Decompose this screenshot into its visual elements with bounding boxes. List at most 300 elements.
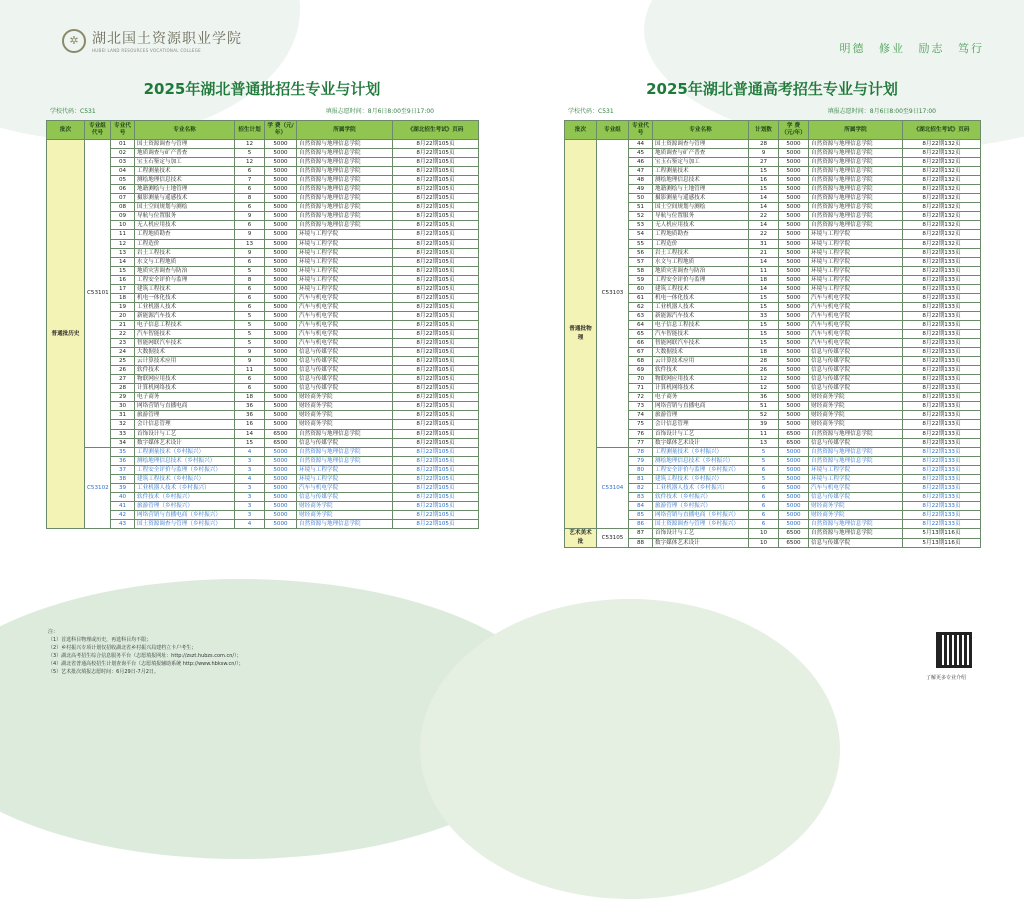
page-ref: 8月22期105页: [393, 519, 479, 528]
major-name: 宝玉石鉴定与加工: [135, 158, 235, 167]
major-code: 56: [629, 248, 653, 257]
major-name: 网络营销与直播电商（乡村振兴）: [653, 510, 749, 519]
major-code: 22: [111, 329, 135, 338]
tuition: 5000: [779, 492, 809, 501]
major-code: 63: [629, 311, 653, 320]
tuition: 5000: [779, 293, 809, 302]
tuition: 6500: [779, 438, 809, 447]
page-ref: 8月22期105页: [393, 284, 479, 293]
college: 环境与工程学院: [809, 266, 903, 275]
major-code: 12: [111, 239, 135, 248]
table-row: [47, 465, 479, 474]
tuition: 5000: [779, 167, 809, 176]
page-ref: 8月22期132页: [903, 212, 981, 221]
page-ref: 8月22期105页: [393, 438, 479, 447]
college: 汽车与机电学院: [297, 483, 393, 492]
tuition: 5000: [265, 456, 297, 465]
group-cell: C53104: [597, 447, 629, 528]
major-name: 计算机网络技术: [135, 384, 235, 393]
college: 信息与传媒学院: [297, 492, 393, 501]
college: 环境与工程学院: [809, 275, 903, 284]
college: 环境与工程学院: [297, 474, 393, 483]
plan-count: 27: [749, 158, 779, 167]
college: 信息与传媒学院: [809, 348, 903, 357]
tuition: 5000: [779, 212, 809, 221]
plan-count: 11: [749, 429, 779, 438]
major-name: 地质调查与矿产普查: [653, 149, 749, 158]
table-row: [47, 293, 479, 302]
tuition: 5000: [779, 384, 809, 393]
school-motto: 明德 修业 励志 笃行: [839, 42, 984, 55]
page-ref: 8月22期133页: [903, 302, 981, 311]
major-name: 大数据技术: [653, 348, 749, 357]
college: 自然资源与地理信息学院: [297, 447, 393, 456]
tuition: 6500: [779, 429, 809, 438]
major-code: 59: [629, 275, 653, 284]
college: 环境与工程学院: [297, 239, 393, 248]
tuition: 5000: [779, 203, 809, 212]
college: 环境与工程学院: [297, 266, 393, 275]
page-ref: 8月22期133页: [903, 375, 981, 384]
plan-count: 15: [749, 185, 779, 194]
table-row: [47, 149, 479, 158]
page-ref: 8月22期133页: [903, 293, 981, 302]
college: 汽车与机电学院: [809, 302, 903, 311]
note-line: 注：: [48, 629, 59, 635]
plan-count: 6: [235, 257, 265, 266]
major-name: 数字媒体艺术设计: [653, 538, 749, 548]
college: 自然资源与地理信息学院: [809, 149, 903, 158]
plan-count: 9: [235, 248, 265, 257]
table-row: [47, 212, 479, 221]
major-name: 计算机网络技术: [653, 384, 749, 393]
college: 信息与传媒学院: [809, 438, 903, 447]
college: 自然资源与地理信息学院: [809, 212, 903, 221]
plan-count: 36: [235, 411, 265, 420]
page-ref: 8月22期105页: [393, 402, 479, 411]
plan-count: 12: [235, 140, 265, 149]
major-code: 65: [629, 329, 653, 338]
major-code: 01: [111, 140, 135, 149]
plan-count: 18: [749, 348, 779, 357]
plan-count: 12: [749, 384, 779, 393]
major-code: 08: [111, 203, 135, 212]
page-ref: 8月22期133页: [903, 456, 981, 465]
table-row: [47, 284, 479, 293]
plan-count: 3: [235, 501, 265, 510]
left-title: 2025年湖北普通批招生专业与计划: [143, 80, 381, 98]
major-name: 地籍测绘与土地管理: [653, 185, 749, 194]
plan-count: 33: [749, 311, 779, 320]
page-ref: 8月22期132页: [903, 203, 981, 212]
plan-count: 15: [749, 167, 779, 176]
major-code: 69: [629, 366, 653, 375]
table-row: [47, 456, 479, 465]
major-code: 50: [629, 194, 653, 203]
plan-count: 8: [235, 194, 265, 203]
page-ref: 8月22期105页: [393, 474, 479, 483]
table-row: [47, 167, 479, 176]
page-ref: 8月22期133页: [903, 393, 981, 402]
col-header: 批次: [47, 121, 85, 140]
major-code: 02: [111, 149, 135, 158]
plan-count: 9: [235, 357, 265, 366]
group-cell: C53101: [85, 140, 111, 448]
tuition: 5000: [265, 203, 297, 212]
major-name: 地质灾害调查与防治: [653, 266, 749, 275]
major-code: 54: [629, 230, 653, 239]
major-name: 大数据技术: [135, 348, 235, 357]
page-ref: 8月22期105页: [393, 375, 479, 384]
table-row: [47, 501, 479, 510]
page-ref: 8月22期132页: [903, 158, 981, 167]
tuition: 5000: [265, 366, 297, 375]
major-name: 工程测量技术（乡村振兴）: [653, 447, 749, 456]
tuition: 5000: [779, 465, 809, 474]
plan-count: 39: [749, 420, 779, 429]
table-row: [47, 384, 479, 393]
tuition: 5000: [265, 447, 297, 456]
major-name: 汽车智能技术: [135, 329, 235, 338]
major-name: 岩土工程技术: [135, 248, 235, 257]
major-code: 77: [629, 438, 653, 447]
table-row: [47, 203, 479, 212]
plan-count: 5: [749, 456, 779, 465]
col-header: 专业名称: [135, 121, 235, 140]
left-fill-time: 填报志愿时间：8月6日8:00至9日17:00: [325, 108, 434, 115]
major-name: 地质调查与矿产普查: [135, 149, 235, 158]
plan-count: 21: [749, 248, 779, 257]
page-ref: 8月22期105页: [393, 158, 479, 167]
plan-count: 14: [749, 194, 779, 203]
page-ref: 8月22期133页: [903, 420, 981, 429]
batch-cell: 普通批历史: [47, 140, 85, 529]
plan-count: 15: [749, 339, 779, 348]
major-code: 45: [629, 149, 653, 158]
tuition: 6500: [779, 538, 809, 548]
qr-label: 了解更多专业介绍: [926, 675, 967, 681]
major-code: 04: [111, 167, 135, 176]
background-shape: [420, 599, 840, 899]
major-code: 85: [629, 510, 653, 519]
page-ref: 8月22期105页: [393, 357, 479, 366]
col-header: 《湖北招生考试》页码: [393, 121, 479, 140]
page-ref: 8月22期133页: [903, 357, 981, 366]
plan-count: 3: [235, 483, 265, 492]
major-code: 73: [629, 402, 653, 411]
page-ref: 8月22期133页: [903, 429, 981, 438]
major-name: 工程地质勘查: [653, 230, 749, 239]
tuition: 5000: [779, 230, 809, 239]
tuition: 5000: [265, 176, 297, 185]
page-ref: 8月22期132页: [903, 230, 981, 239]
college: 自然资源与地理信息学院: [809, 221, 903, 230]
major-code: 75: [629, 420, 653, 429]
note-line: （4）湖北省普通高校招生计划查询平台（志愿填报辅助系统 http://www.hbksw.cn/）；: [48, 661, 244, 667]
page-ref: 8月22期133页: [903, 384, 981, 393]
table-row: [565, 140, 981, 149]
group-cell: C53102: [85, 447, 111, 528]
batch-cell: 艺术美术批: [565, 529, 597, 548]
major-name: 建筑工程技术（乡村振兴）: [653, 474, 749, 483]
tuition: 5000: [265, 465, 297, 474]
major-name: 工程安全评价与监理: [653, 275, 749, 284]
table-row: [47, 438, 479, 447]
major-name: 首饰设计与工艺: [653, 429, 749, 438]
major-code: 29: [111, 393, 135, 402]
major-name: 软件技术（乡村振兴）: [653, 492, 749, 501]
major-name: 国土资源调查与管理: [135, 140, 235, 149]
table-row: [565, 529, 981, 539]
college: 自然资源与地理信息学院: [297, 194, 393, 203]
college: 信息与传媒学院: [297, 384, 393, 393]
major-name: 软件技术: [135, 366, 235, 375]
page-ref: 8月22期105页: [393, 366, 479, 375]
page-ref: 8月22期132页: [903, 149, 981, 158]
tuition: 5000: [779, 275, 809, 284]
major-name: 网络营销与直播电商: [653, 402, 749, 411]
tuition: 5000: [265, 239, 297, 248]
tuition: 5000: [265, 348, 297, 357]
major-code: 70: [629, 375, 653, 384]
major-code: 16: [111, 275, 135, 284]
tuition: 5000: [779, 311, 809, 320]
page-ref: 8月22期105页: [393, 176, 479, 185]
page-ref: 8月22期133页: [903, 311, 981, 320]
major-code: 64: [629, 320, 653, 329]
table-row: [47, 447, 479, 456]
college: 环境与工程学院: [297, 248, 393, 257]
college: 自然资源与地理信息学院: [297, 519, 393, 528]
table-row: [47, 329, 479, 338]
note-line: （1）首选科目物理或历史，再选科目均不限；: [48, 637, 152, 643]
table-row: [47, 510, 479, 519]
tuition: 5000: [779, 375, 809, 384]
major-name: 电子商务: [653, 393, 749, 402]
plan-count: 4: [235, 474, 265, 483]
major-name: 无人机应用技术: [135, 221, 235, 230]
college: 环境与工程学院: [297, 230, 393, 239]
major-name: 工程测量技术: [653, 167, 749, 176]
tuition: 5000: [265, 194, 297, 203]
page-ref: 8月22期133页: [903, 519, 981, 528]
qr-code-icon[interactable]: [936, 632, 972, 668]
college: 信息与传媒学院: [297, 366, 393, 375]
left-panel: [46, 78, 478, 529]
page-ref: 8月22期133页: [903, 329, 981, 338]
plan-count: 6: [235, 302, 265, 311]
tuition: 5000: [265, 212, 297, 221]
tuition: 5000: [265, 284, 297, 293]
major-code: 86: [629, 519, 653, 528]
major-name: 国土资源调查与管理（乡村振兴）: [653, 519, 749, 528]
tuition: 5000: [265, 411, 297, 420]
major-name: 旅游管理: [135, 411, 235, 420]
page-ref: 8月22期132页: [903, 194, 981, 203]
tuition: 5000: [265, 230, 297, 239]
page-ref: 8月22期105页: [393, 339, 479, 348]
college: 环境与工程学院: [809, 239, 903, 248]
page-ref: 8月22期105页: [393, 230, 479, 239]
college: 汽车与机电学院: [809, 293, 903, 302]
page-ref: 8月22期133页: [903, 465, 981, 474]
page-ref: 8月22期105页: [393, 248, 479, 257]
table-row: [47, 302, 479, 311]
major-name: 首饰设计与工艺: [653, 529, 749, 539]
table-row: [47, 474, 479, 483]
plan-count: 15: [749, 320, 779, 329]
college: 财经商务学院: [809, 510, 903, 519]
tuition: 5000: [779, 483, 809, 492]
plan-count: 3: [235, 510, 265, 519]
table-row: [47, 185, 479, 194]
major-name: 旅游管理（乡村振兴）: [135, 501, 235, 510]
major-code: 40: [111, 492, 135, 501]
plan-count: 6: [235, 284, 265, 293]
major-name: 智能网联汽车技术: [135, 339, 235, 348]
plan-count: 6: [235, 185, 265, 194]
col-header: 专业代号: [111, 121, 135, 140]
college: 汽车与机电学院: [809, 311, 903, 320]
tuition: 5000: [265, 302, 297, 311]
major-code: 06: [111, 185, 135, 194]
page-ref: 8月22期105页: [393, 239, 479, 248]
major-code: 07: [111, 194, 135, 203]
plan-count: 6: [235, 221, 265, 230]
major-code: 49: [629, 185, 653, 194]
college: 信息与传媒学院: [297, 357, 393, 366]
plan-count: 22: [749, 212, 779, 221]
page-ref: 8月22期105页: [393, 393, 479, 402]
college: 环境与工程学院: [297, 465, 393, 474]
tuition: 5000: [265, 293, 297, 302]
col-header: 计划数: [749, 121, 779, 140]
college: 汽车与机电学院: [297, 302, 393, 311]
plan-count: 3: [235, 456, 265, 465]
page-ref: 8月22期105页: [393, 257, 479, 266]
major-code: 46: [629, 158, 653, 167]
plan-count: 6: [749, 465, 779, 474]
table-row: [47, 483, 479, 492]
major-code: 79: [629, 456, 653, 465]
page-ref: 8月22期133页: [903, 284, 981, 293]
major-code: 62: [629, 302, 653, 311]
tuition: 5000: [779, 257, 809, 266]
plan-count: 6: [235, 167, 265, 176]
major-code: 44: [629, 140, 653, 149]
college: 自然资源与地理信息学院: [809, 158, 903, 167]
major-code: 74: [629, 411, 653, 420]
page-ref: 8月22期105页: [393, 167, 479, 176]
col-header: 所属学院: [297, 121, 393, 140]
page-ref: 8月22期105页: [393, 420, 479, 429]
plan-count: 16: [749, 176, 779, 185]
college: 财经商务学院: [297, 510, 393, 519]
plan-count: 6: [749, 483, 779, 492]
major-name: 软件技术（乡村振兴）: [135, 492, 235, 501]
page-ref: 8月22期132页: [903, 221, 981, 230]
college: 自然资源与地理信息学院: [809, 447, 903, 456]
major-code: 20: [111, 311, 135, 320]
group-cell: C53103: [597, 140, 629, 448]
tuition: 5000: [779, 176, 809, 185]
college: 自然资源与地理信息学院: [297, 158, 393, 167]
table-row: [47, 393, 479, 402]
table-row: [565, 447, 981, 456]
tuition: 5000: [265, 158, 297, 167]
plan-count: 15: [749, 293, 779, 302]
school-logo: [62, 28, 242, 53]
tuition: 5000: [779, 221, 809, 230]
plan-count: 22: [749, 230, 779, 239]
table-row: [47, 176, 479, 185]
major-name: 工业机器人技术: [653, 302, 749, 311]
plan-count: 14: [749, 257, 779, 266]
major-code: 48: [629, 176, 653, 185]
plan-count: 5: [235, 149, 265, 158]
major-code: 80: [629, 465, 653, 474]
tuition: 5000: [265, 402, 297, 411]
major-name: 导航与位置服务: [653, 212, 749, 221]
table-row: [47, 221, 479, 230]
tuition: 5000: [265, 483, 297, 492]
tuition: 5000: [265, 257, 297, 266]
tuition: 6500: [265, 429, 297, 438]
college: 汽车与机电学院: [297, 329, 393, 338]
major-code: 51: [629, 203, 653, 212]
major-name: 云计算技术应用: [135, 357, 235, 366]
major-code: 17: [111, 284, 135, 293]
school-name: 湖北国土资源职业学院: [92, 31, 242, 47]
page-ref: 8月22期133页: [903, 266, 981, 275]
plan-count: 15: [235, 438, 265, 447]
right-panel: [564, 78, 980, 548]
page-ref: 8月22期105页: [393, 348, 479, 357]
major-code: 32: [111, 420, 135, 429]
page-ref: 8月22期105页: [393, 203, 479, 212]
table-row: [47, 402, 479, 411]
major-name: 数字媒体艺术设计: [135, 438, 235, 447]
tuition: 5000: [779, 357, 809, 366]
major-code: 43: [111, 519, 135, 528]
college: 信息与传媒学院: [297, 438, 393, 447]
tuition: 6500: [265, 438, 297, 447]
major-code: 18: [111, 293, 135, 302]
major-name: 建筑工程技术（乡村振兴）: [135, 474, 235, 483]
college: 自然资源与地理信息学院: [809, 456, 903, 465]
plan-count: 6: [235, 293, 265, 302]
college: 信息与传媒学院: [809, 384, 903, 393]
major-name: 工业机器人技术（乡村振兴）: [135, 483, 235, 492]
plan-count: 10: [749, 529, 779, 539]
major-code: 78: [629, 447, 653, 456]
college: 财经商务学院: [297, 411, 393, 420]
col-header: 批次: [565, 121, 597, 140]
tuition: 5000: [265, 393, 297, 402]
page-ref: 8月22期133页: [903, 366, 981, 375]
left-meta: [46, 106, 478, 118]
page-ref: 8月22期105页: [393, 212, 479, 221]
major-code: 25: [111, 357, 135, 366]
college: 自然资源与地理信息学院: [297, 203, 393, 212]
table-row: [47, 140, 479, 149]
major-code: 61: [629, 293, 653, 302]
tuition: 5000: [265, 167, 297, 176]
table-row: [47, 429, 479, 438]
major-name: 工程安全评价与监理: [135, 275, 235, 284]
page-ref: 8月22期132页: [903, 176, 981, 185]
college: 自然资源与地理信息学院: [297, 176, 393, 185]
